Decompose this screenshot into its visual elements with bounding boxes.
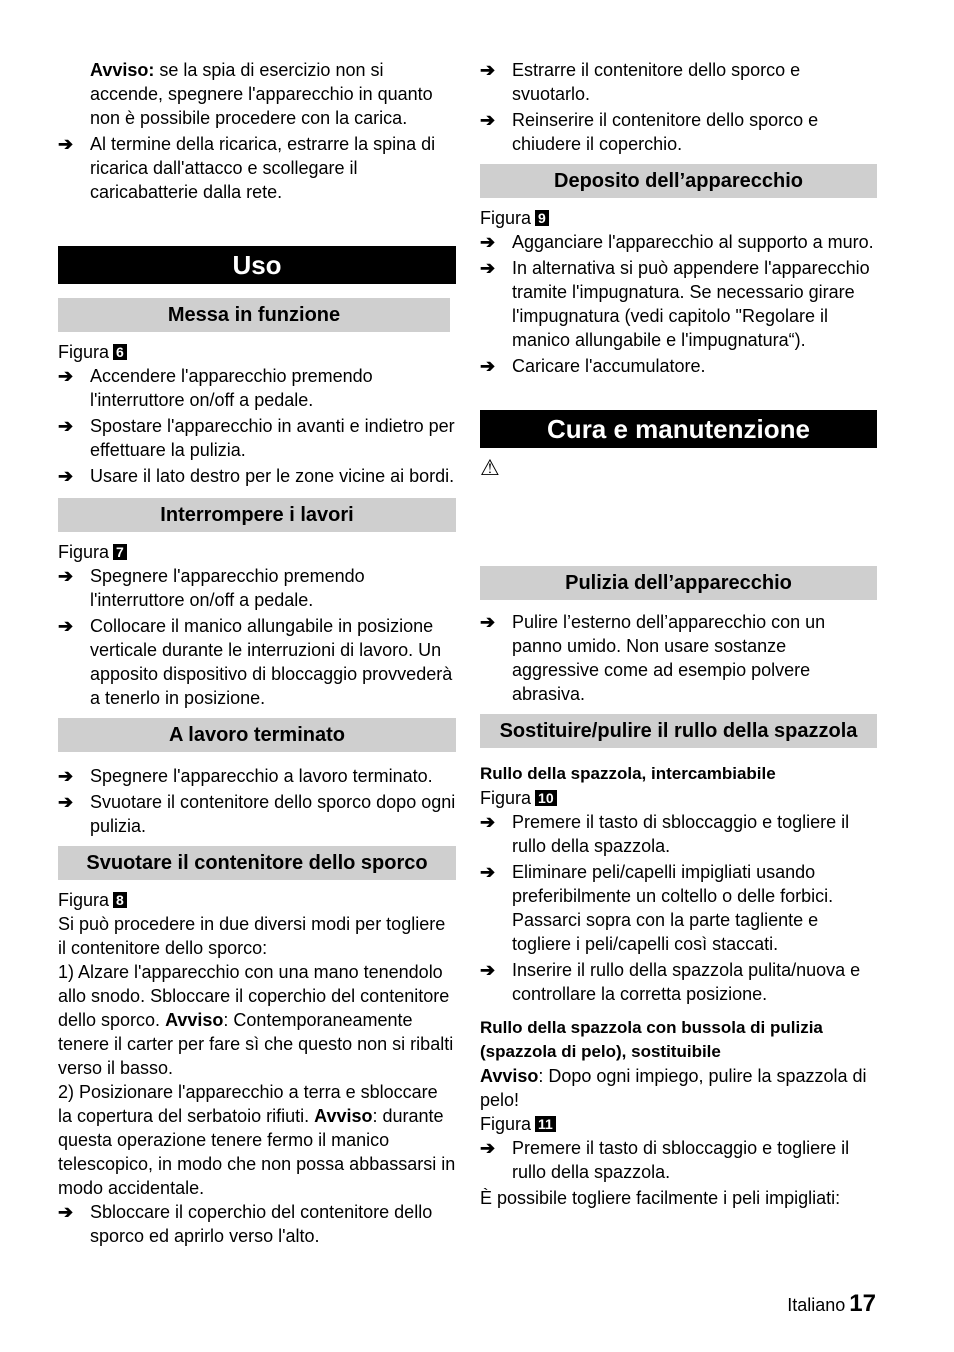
section-title-uso: Uso [58,246,456,284]
arrow-icon: ➔ [58,466,74,486]
figure-ref-10 [480,786,877,810]
pulizia-steps [480,610,877,706]
arrow-icon: ➔ [58,566,74,586]
subheading-bussola: Rullo della spazzola con bussola di pulizia (spazzola di pelo), sostituibile [480,1018,823,1061]
top-steps [480,58,877,156]
list-item [58,790,456,838]
arrow-icon: ➔ [58,134,74,154]
step-text: Premere il tasto di sbloccaggio e togliere il rullo della spazzola. [512,1138,850,1182]
figure-ref-7 [58,540,456,564]
step-text: Inserire il rullo della spazzola pulita/nuova e controllare la corretta posizione. [512,960,861,1004]
arrow-icon: ➔ [58,366,74,386]
section-title-cura: Cura e manutenzione [480,410,877,448]
messa-steps [58,364,456,488]
sostituire-steps-1 [480,810,877,1006]
right-column [480,58,877,1210]
arrow-icon: ➔ [58,1202,74,1222]
figure-label: Figura [58,342,110,362]
arrow-icon: ➔ [480,356,496,376]
subsection-title-messa: Messa in funzione [58,298,450,332]
step-text: Al termine della ricarica, estrarre la spina di ricarica dall'attacco e scollegare il caricabatterie dalla rete. [90,134,436,202]
notice-text: : durante questa operazione tenere fermo il manico telescopico, in modo che non possa abbassarsi in modo accidentale. [58,1106,456,1198]
footer-language: Italiano [787,1295,846,1315]
sostituire-closing: È possibile togliere facilmente i peli impigliati: [480,1188,841,1208]
subsection-title-svuotare: Svuotare il contenitore dello sporco [58,846,456,880]
arrow-icon: ➔ [480,612,496,632]
list-item [58,1200,456,1248]
arrow-icon: ➔ [480,960,496,980]
notice-label: Avviso [165,1010,224,1030]
figure-label: Figura [480,208,532,228]
list-item [480,58,877,106]
step-text: Spegnere l'apparecchio premendo l'interruttore on/off a pedale. [90,566,365,610]
arrow-icon: ➔ [58,416,74,436]
left-column [58,58,456,1250]
sostituire-notice [480,1064,877,1112]
step-text: Spostare l'apparecchio in avanti e indietro per effettuare la pulizia. [90,416,455,460]
arrow-icon: ➔ [480,258,496,278]
list-item [58,414,456,462]
svuotare-option-1 [58,960,456,1080]
notice-text: : Contemporaneamente tenere il carter per fare sì che questo non si ribalti verso il basso. [58,1010,454,1078]
step-text: Usare il lato destro per le zone vicine ai bordi. [90,466,455,486]
step-text: Premere il tasto di sbloccaggio e togliere il rullo della spazzola. [512,812,850,856]
list-item [58,364,456,412]
figure-label: Figura [480,788,532,808]
arrow-icon: ➔ [58,616,74,636]
page-footer [787,1292,876,1317]
figure-number-badge: 9 [535,210,549,226]
warning-triangle-icon: ⚠ [480,455,500,480]
subsection-title-terminato: A lavoro terminato [58,718,456,752]
deposito-steps [480,230,877,378]
page-number: 17 [849,1290,876,1317]
option-text: 1) Alzare l'apparecchio con una mano tenendolo allo snodo. Sbloccare il coperchio del contenitore dello sporco. [58,962,450,1030]
figure-number-badge: 8 [113,892,127,908]
list-item [58,564,456,612]
subsection-title-pulizia: Pulizia dell’apparecchio [480,566,877,600]
notice-label: Avviso: [90,60,155,80]
arrow-icon: ➔ [58,766,74,786]
figure-number-badge: 6 [113,344,127,360]
intro-step [58,132,456,204]
step-text: Accendere l'apparecchio premendo l'interruttore on/off a pedale. [90,366,373,410]
subsection-title-deposito: Deposito dell’apparecchio [480,164,877,198]
arrow-icon: ➔ [480,110,496,130]
list-item [480,354,877,378]
list-item [480,810,877,858]
step-text: Svuotare il contenitore dello sporco dopo ogni pulizia. [90,792,456,836]
step-text: Collocare il manico allungabile in posizione verticale durante le interruzioni di lavoro. Un apposito dispositivo di bloccaggio provvederà a tenerlo in posizione. [90,616,453,708]
terminato-steps [58,764,456,838]
list-item [480,860,877,956]
figure-ref-11 [480,1112,877,1136]
figure-number-badge: 7 [113,544,127,560]
step-text: In alternativa si può appendere l'apparecchio tramite l'impugnatura. Se necessario girare l'impugnatura (vedi capitolo "Regolare il manico allungabile e l'impugnatura“). [512,258,870,350]
arrow-icon: ➔ [480,60,496,80]
step-text: Reinserire il contenitore dello sporco e chiudere il coperchio. [512,110,819,154]
arrow-icon: ➔ [58,792,74,812]
list-item [58,464,456,488]
figure-number-badge: 10 [535,790,557,806]
notice-label: Avviso [480,1066,539,1086]
list-item [58,764,456,788]
figure-ref-6 [58,340,456,364]
figure-label: Figura [480,1114,532,1134]
list-item [480,958,877,1006]
step-text: Sbloccare il coperchio del contenitore dello sporco ed aprirlo verso l'alto. [90,1202,433,1246]
notice-text: se la spia di esercizio non si accende, spegnere l'apparecchio in quanto non è possibile procedere con la carica. [90,60,433,128]
list-item [480,1136,877,1184]
svuotare-option-2 [58,1080,456,1200]
subheading-intercambiabile: Rullo della spazzola, intercambiabile [480,764,776,783]
step-text: Eliminare peli/capelli impigliati usando preferibilmente un coltello o delle forbici. Passarci sopra con la parte tagliente e togliere i peli/capelli così staccati. [512,862,834,954]
step-text: Agganciare l'apparecchio al supporto a muro. [512,232,874,252]
arrow-icon: ➔ [480,862,496,882]
subsection-title-sostituire: Sostituire/pulire il rullo della spazzola [480,714,877,748]
list-item [480,230,877,254]
svuotare-intro: Si può procedere in due diversi modi per togliere il contenitore dello sporco: [58,914,446,958]
option-text: 2) Posizionare l'apparecchio a terra e sbloccare la copertura del serbatoio rifiuti. [58,1082,438,1126]
list-item [480,610,877,706]
interrompere-steps [58,564,456,710]
list-item [58,614,456,710]
arrow-icon: ➔ [480,232,496,252]
list-item [480,108,877,156]
arrow-icon: ➔ [480,812,496,832]
notice-text: : Dopo ogni impiego, pulire la spazzola di pelo! [480,1066,867,1110]
subsection-title-interrompere: Interrompere i lavori [58,498,456,532]
notice-label: Avviso [314,1106,373,1126]
figure-number-badge: 11 [535,1116,556,1132]
step-text: Spegnere l'apparecchio a lavoro terminato. [90,766,433,786]
list-item [480,256,877,352]
figure-ref-9 [480,206,877,230]
sostituire-steps-2 [480,1136,877,1184]
step-text: Estrarre il contenitore dello sporco e svuotarlo. [512,60,801,104]
figure-label: Figura [58,542,110,562]
intro-notice [58,58,456,130]
step-text: Caricare l'accumulatore. [512,356,706,376]
arrow-icon: ➔ [480,1138,496,1158]
figure-label: Figura [58,890,110,910]
figure-ref-8 [58,888,456,912]
step-text: Pulire l’esterno dell’apparecchio con un panno umido. Non usare sostanze aggressive come ad esempio polvere abrasiva. [512,612,826,704]
